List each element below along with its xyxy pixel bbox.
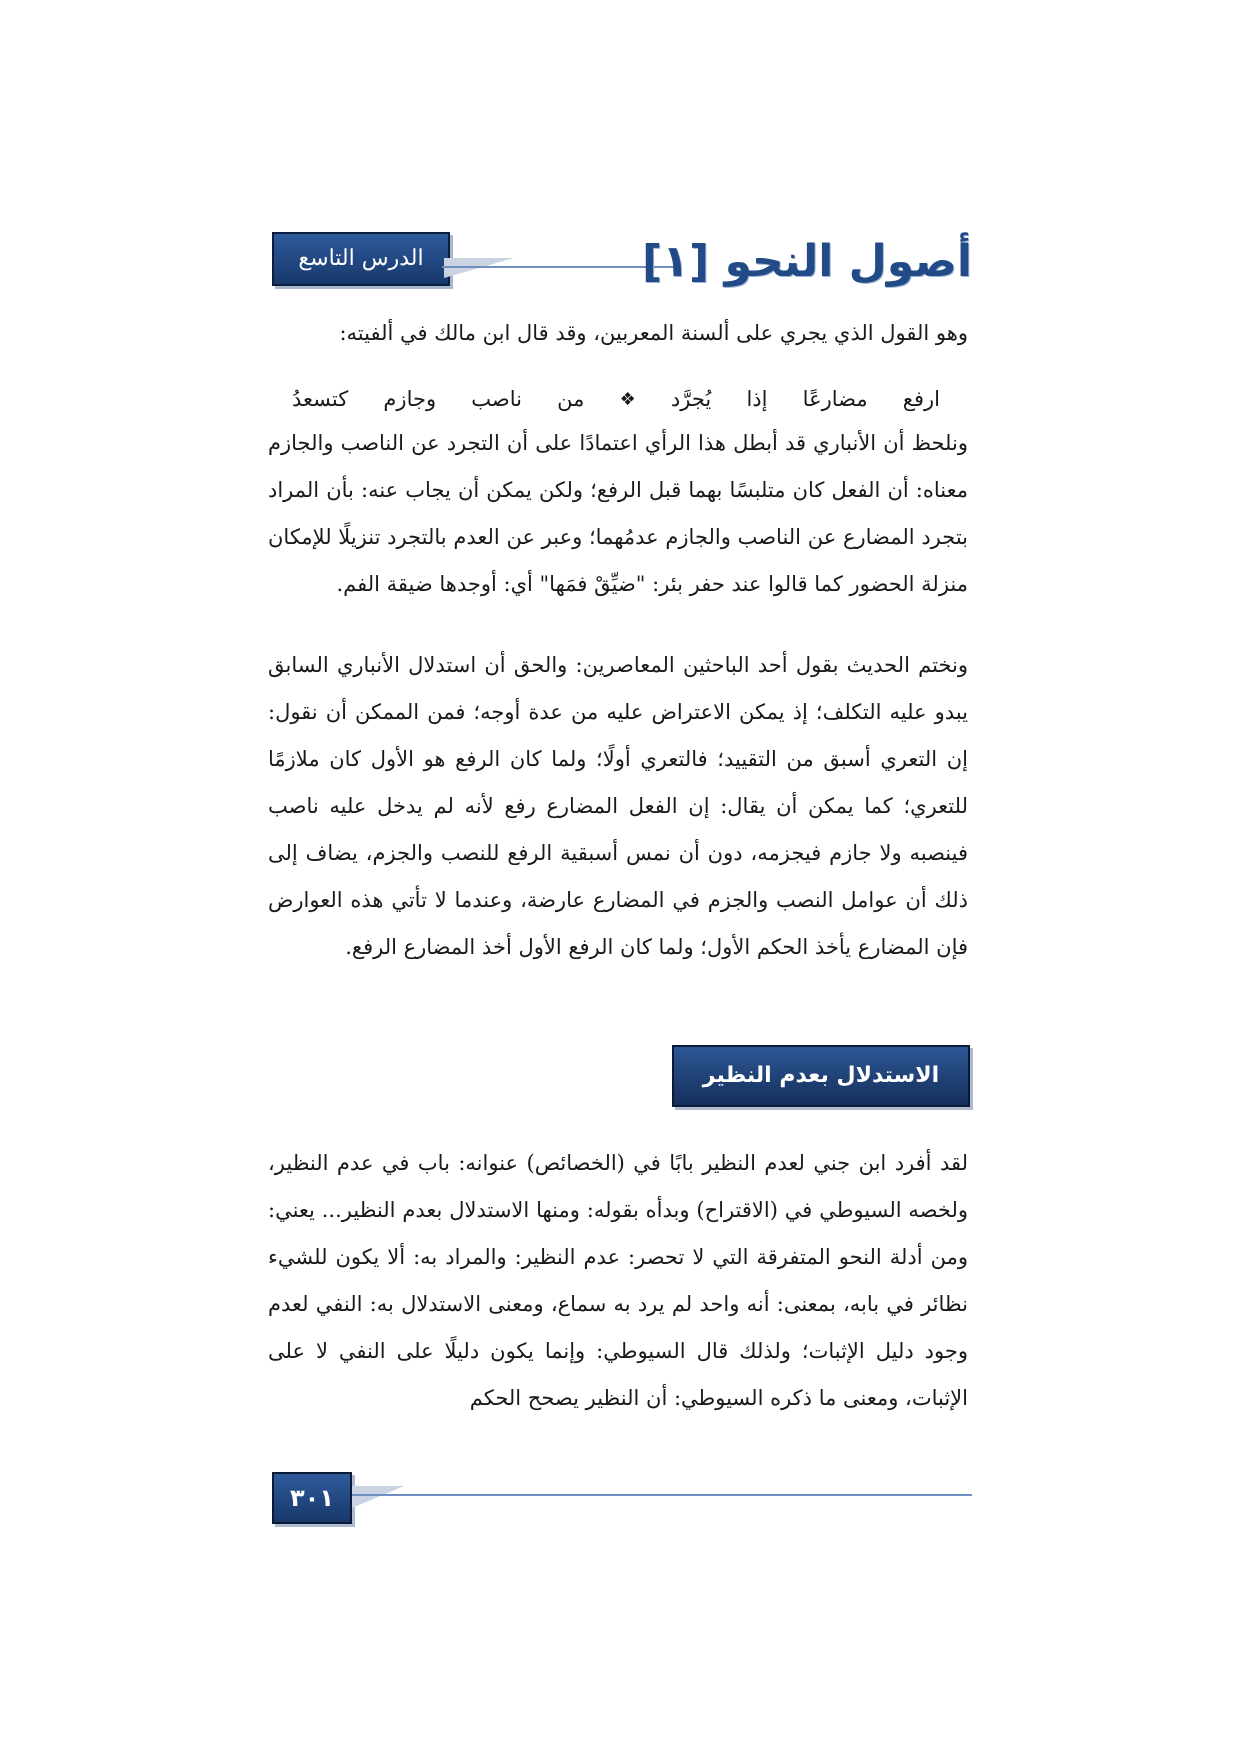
footer-wedge-decoration <box>352 1486 404 1508</box>
header-wedge-decoration <box>444 258 514 278</box>
lesson-badge: الدرس التاسع عشر <box>272 232 450 286</box>
verse-word: وجازم <box>383 387 437 411</box>
footer-rule-line <box>352 1494 972 1496</box>
paragraph-conclusion: ونختم الحديث بقول أحد الباحثين المعاصرين: والحق أن استدلال الأنباري السابق يبدو عليه التكلف؛ إذ يمكن الاعتراض عليه من عدة أوجه؛ فمن الممكن أن نقول: إن التعري أسبق من التقييد؛ فالتعري أولًا؛ ولما كان الرفع هو الأول كان ملازمًا للتعري؛ كما يمكن أن يقال: إن الفعل المضارع رفع لأنه لم يدخل عليه ناصب فينصبه ولا جازم فيجزمه، دون أن نمس أسبقية الرفع للنصب والجزم، يضاف إلى ذلك أن عوامل النصب والجزم في المضارع عارضة، وعندما لا تأتي هذه العوارض فإن المضارع يأخذ الحكم الأول؛ ولما كان الرفع الأول أخذ المضارع الرفع. <box>268 653 968 959</box>
paragraph-intro: وهو القول الذي يجري على ألسنة المعربين، وقد قال ابن مالك في ألفيته: <box>339 321 968 345</box>
page-number: ٣٠١ <box>272 1472 352 1524</box>
verse-word: إذا <box>746 387 768 411</box>
section-heading: الاستدلال بعدم النظير <box>672 1045 970 1107</box>
verse-word: مضارعًا <box>802 387 868 411</box>
page-header <box>272 232 972 321</box>
page-footer <box>272 1472 972 1528</box>
book-title: أصول النحو [١] <box>642 236 972 287</box>
paragraph-ibn-jinni: لقد أفرد ابن جني لعدم النظير بابًا في (الخصائص) عنوانه: باب في عدم النظير، ولخصه السيوطي في (الاقتراح) وبدأه بقوله: ومنها الاستدلال بعدم النظير... يعني: ومن أدلة النحو المتفرقة التي لا تحصر: عدم النظير: والمراد به: ألا يكون للشيء نظائر في بابه، بمعنى: أنه واحد لم يرد به سماع، ومعنى الاستدلال به: النفي لعدم وجود دليل الإثبات؛ ولذلك قال السيوطي: وإنما يكون دليلًا على النفي لا على الإثبات، ومعنى ما ذكره السيوطي: أن النظير يصحح الحكم <box>268 1151 968 1410</box>
verse-word: من <box>557 387 585 411</box>
verse-row <box>268 376 968 423</box>
paragraph-anbari: ونلحظ أن الأنباري قد أبطل هذا الرأي اعتمادًا على أن التجرد عن الناصب والجازم معناه: أن الفعل كان متلبسًا بهما قبل الرفع؛ ولكن يمكن أن يجاب عنه: بأن المراد بتجرد المضارع عن الناصب والجازم عدمُهما؛ وعبر عن العدم بالتجرد تنزيلًا للإمكان منزلة الحضور كما قالوا عند حفر بئر: "ضيِّقْ فمَها" أي: أوجدها ضيقة الفم. <box>268 431 968 596</box>
verse-separator-icon: ❖ <box>619 389 636 410</box>
verse-word: ارفع <box>902 387 940 411</box>
verse-line <box>268 376 968 423</box>
verse-word: يُجرَّد <box>670 387 712 411</box>
verse-word: كتسعدُ <box>292 387 349 411</box>
verse-word: ناصب <box>471 387 522 411</box>
